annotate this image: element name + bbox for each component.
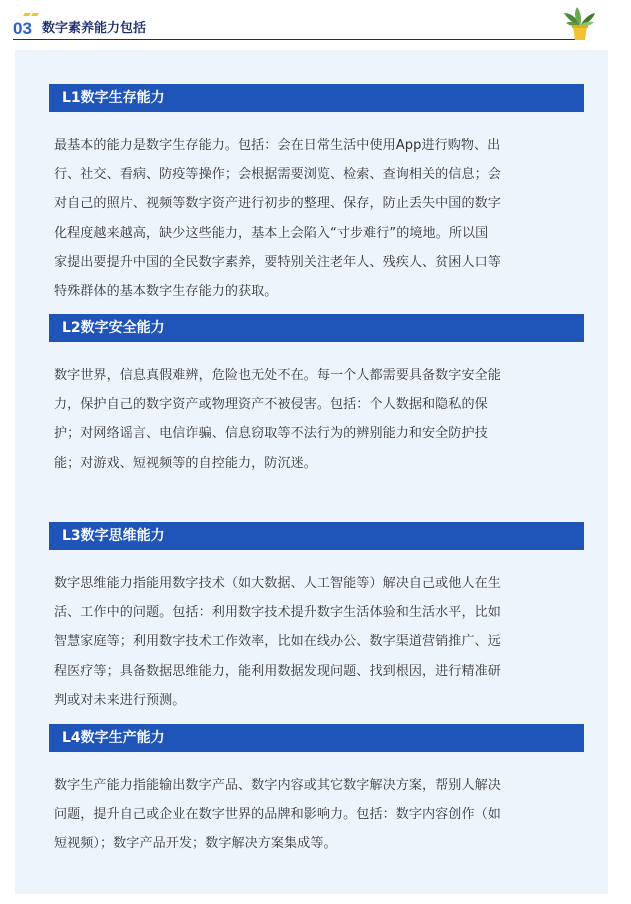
level-4-description bbox=[54, 771, 573, 859]
paragraph-line: 数字世界，信息真假难辨，危险也无处不在。每一个人都需要具备数字安全能 bbox=[54, 368, 501, 383]
paragraph-line: 行、社交、看病、防疫等操作；会根据需要浏览、检索、查询相关的信息；会 bbox=[54, 167, 501, 183]
paragraph-line: 最基本的能力是数字生存能力。包括：会在日常生活中使用App进行购物、出 bbox=[54, 138, 501, 153]
paragraph-line: 家提出要提升中国的全民数字素养，要特别关注老年人、残疾人、贫困人口等 bbox=[54, 254, 501, 270]
paragraph-line: 数字生产能力指能输出数字产品、数字内容或其它数字解决方案，帮别人解决 bbox=[54, 778, 501, 793]
potted-plant-icon bbox=[561, 4, 599, 42]
paragraph-line: 护；对网络谣言、电信诈骗、信息窃取等不法行为的辨别能力和安全防护技 bbox=[54, 426, 488, 442]
section-title: 数字素养能力包括 bbox=[42, 21, 147, 36]
paragraph-line: 短视频）；数字产品开发；数字解决方案集成等。 bbox=[54, 836, 337, 852]
level-2-description bbox=[54, 361, 573, 478]
paragraph-line: 能；对游戏、短视频等的自控能力，防沉迷。 bbox=[54, 455, 317, 471]
paragraph-line: 力，保护自己的数字资产或物理资产不被侵害。包括：个人数据和隐私的保 bbox=[54, 397, 488, 413]
level-2-title-bar: L2数字安全能力 bbox=[49, 314, 584, 342]
level-3-title-bar: L3数字思维能力 bbox=[49, 522, 584, 550]
paragraph-line: 对自己的照片、视频等数字资产进行初步的整理、保存，防止丢失中国的数字 bbox=[54, 196, 501, 212]
paragraph-line: 问题，提升自己或企业在数字世界的品牌和影响力。包括：数字内容创作（如 bbox=[54, 807, 501, 823]
level-1-title-bar: L1数字生存能力 bbox=[49, 84, 584, 112]
paragraph-line: 智慧家庭等；利用数字技术工作效率，比如在线办公、数字渠道营销推广、远 bbox=[54, 634, 501, 650]
section-header bbox=[0, 0, 631, 46]
level-4-title-bar: L4数字生产能力 bbox=[49, 724, 584, 752]
level-3-description bbox=[54, 569, 573, 715]
paragraph-line: 判或对未来进行预测。 bbox=[54, 692, 186, 708]
paragraph-line: 特殊群体的基本数字生存能力的获取。 bbox=[54, 284, 278, 300]
paragraph-line: 数字思维能力指能用数字技术（如大数据、人工智能等）解决自己或他人在生 bbox=[54, 576, 501, 591]
decorative-stripes bbox=[24, 13, 38, 18]
paragraph-line: 活、工作中的问题。包括：利用数字技术提升数字生活体验和生活水平，比如 bbox=[54, 605, 501, 621]
paragraph-line: 化程度越来越高，缺少这些能力，基本上会陷入“寸步难行”的境地。所以国 bbox=[54, 225, 489, 241]
section-number: 03 bbox=[13, 19, 32, 38]
level-1-description bbox=[54, 131, 573, 306]
paragraph-line: 程医疗等；具备数据思维能力，能利用数据发现问题、找到根因，进行精准研 bbox=[54, 663, 501, 679]
header-underline bbox=[13, 39, 583, 40]
